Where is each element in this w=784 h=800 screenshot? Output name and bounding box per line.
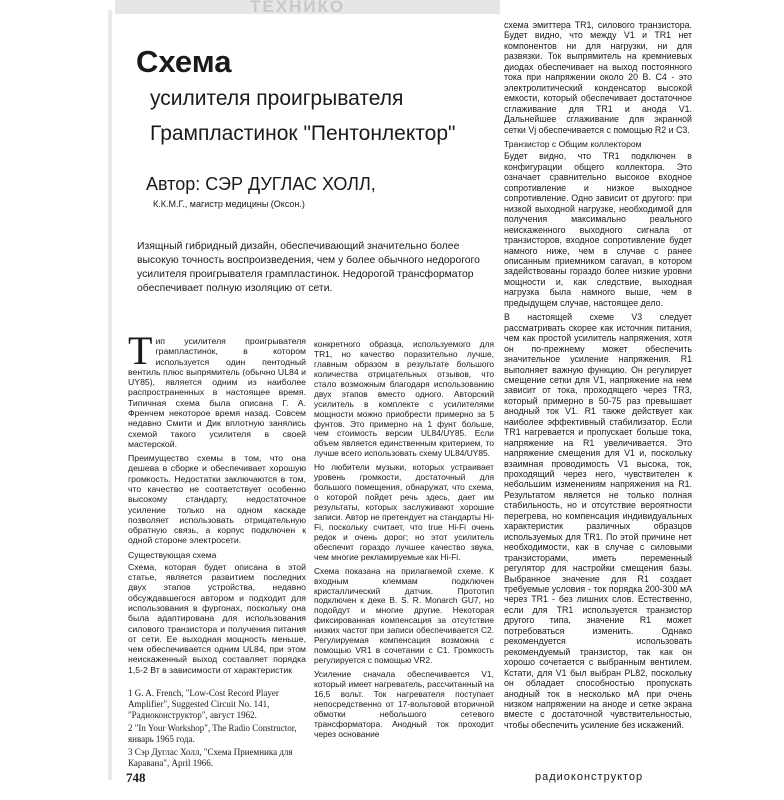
paragraph: конкретного образца, используемого для TR1, но качество поразительно лучше, главным образом в результате большого количества отрицательных отзывов, что стало возможным благодаря использованию двух этапов вместо одного. Авторский усилитель в комплекте с усилителями мощности можно приобрести примерно за 5 фунтов. Это примерно на 1 фунт больше, чем стоимость версии UL84/UY85. Если объем является единственным критерием, то лучше всего использовать схему UL84/UY85. (314, 339, 494, 459)
article-subtitle-line2: Грампластинок "Пентонлектор" (150, 122, 456, 145)
author-line: Автор: СЭР ДУГЛАС ХОЛЛ, (146, 174, 376, 194)
paragraph-text: ип усилителя проигрывателя грампластинок, в котором используется один пентодный вентиль плюс выпрямитель (обычно UL84 и UY85), является одним из наиболее распространенных в настоящее время. Типичная схема была описана Г. А. Френчем некоторое время назад. Совсем недавно Смити и Дик вплотную занялись схемой такого усилителя в своей мастерской. (128, 336, 306, 449)
paragraph: Преимущество схемы в том, что она дешева в сборке и обеспечивает хорошую громкость. Недостатки заключаются в том, что качество не соответствует особенно высокому стандарту, недостаточное усиление только на одном каскаде позволяет использовать отрицательную обратную связь, а корпус подключен к одной стороне электросети. (128, 453, 306, 546)
article-subtitle-line1: усилителя проигрывателя (150, 87, 404, 110)
paragraph: Схема показана на прилагаемой схеме. К входным клеммам подключен кристаллический датчик. Прототип подключен к деке B. S. R. Monarch GU7, но подойдут и многие другие. Некоторая фиксированная компенсация за отсутствие низких частот при записи обеспечивается C2. Регулируемая компенсация возможна с помощью VR1 в сочетании с C1. Громкость регулируется с помощью VR2. (314, 565, 494, 666)
paragraph: Будет видно, что TR1 подключен в конфигурации общего коллектора. Это означает сравнительно высокое входное сопротивление и низкое выходное сопротивление. Одно зависит от другого: при низкой выходной нагрузке, необходимой для получения максимально реального неискаженного выходного сигнала от транзисторов, входное сопротивление будет намного ниже, чем в случае с ранее описанным приемником caravan, в котором задействованы гораздо более низкие уровни мощности и, как следствие, выходная нагрузка была намного выше, чем в предыдущем случае, настоящее дело. (504, 151, 692, 308)
paragraph: схема эмиттера TR1, силового транзистора. Будет видно, что между V1 и TR1 нет компонентов ни для нагрузки, ни для развязки. Ток выпрямитель на кремниевых диодах обеспечивает на выход постоянного тока при напряжении около 20 В. C4 - это электролитический конденсатор высокой емкости, который обеспечивает достаточное сглаживание для TR1 и анода V1. Дальнейшее сглаживание для экранной сетки Vj обеспечивается с помощью R2 и C3. (504, 20, 692, 135)
paragraph: Усиление сначала обеспечивается V1, который имеет нагреватель, рассчитанный на 16,5 вольт. Ток нагревателя поступает непосредственно от 17-вольтовой вторичной обмотки небольшого сетевого трансформатора. Анодный ток проходит через основание (314, 669, 494, 739)
paragraph: Схема, которая будет описана в этой статье, является развитием последних двух этапов устройства, недавно обсуждавшегося автором и подходит для использования в фургонах, поскольку она была адаптирована для использования силового транзистора и получения питания от сети. Ее выходная мощность меньше, чем обеспечивается одним UL84, при этом неискаженный выход составляет порядка 1,5-2 Вт в зависимости от характеристик (128, 561, 306, 675)
reference-item: 3 Сэр Дуглас Холл, "Схема Приемника для Каравана", April 1966. (128, 747, 293, 768)
intro-paragraph: Изящный гибридный дизайн, обеспечивающий значительно более высокую точность воспроизведения, чем у более обычного недорогого усилителя проигрывателя грампластинок. Недорогой трансформатор обеспечивает полную изоляцию от сети. (137, 241, 480, 294)
reference-item: 2 "In Your Workshop", The Radio Constructor, январь 1965 года. (128, 723, 297, 744)
paragraph: Но любители музыки, которых устраивает уровень громкости, достаточный для большого помещения, обнаружат, что схема, о которой пойдет речь здесь, дает им результаты, которых заслуживают хорошие записи. Автор не претендует на стандарты Hi-Fi, поскольку считает, что true Hi-Fi очень редок и очень дорог; но этот усилитель обеспечит гораздо лучшее качество звука, чем многие рекламируемые как Hi-Fi. (314, 462, 494, 562)
references (128, 688, 310, 771)
magazine-footer: радиоконструктор (535, 771, 644, 783)
author-credentials: К.К.М.Г., магистр медицины (Оксон.) (153, 199, 305, 209)
scan-margin-line (108, 10, 112, 780)
faded-header-text: ТЕХНИКО (250, 0, 346, 16)
column-right (504, 20, 692, 734)
paragraph: В настоящей схеме V3 следует рассматривать скорее как источник питания, чем как простой усилитель напряжения, хотя он по-прежнему может обеспечить значительное усиление напряжения. R1 выполняет важную функцию. Он регулирует смещение сетки для V1, напряжение на нем зависит от тока, проходящего через TR3, который примерно в 50-75 раз превышает анодный ток V1. R1 также действует как наиболее эффективный стабилизатор. Если TR1 нагревается и пропускает больше тока, напряжение на R1 увеличивается. Это напряжение смещения для V1 и, поскольку взаимная проводимость V1 высока, ток, проходящий через него, чувствителен к небольшим изменениям напряжения на R1. Результатом является не только полная стабильность, но и отсутствие вероятности перегрева, но компенсация индивидуальных характеристик различных образцов используемых для TR1. По этой причине нет необходимости, как в случае с силовыми транзисторами, иметь переменный регулятор для настройки смещения базы. Выбранное значение для R1 создает требуемые условия - ток порядка 200-300 мА через TR1 - без лишних слов. Естественно, если для TR1 используется транзистор другого типа, значение R1 может потребоваться изменить. Однако рекомендуется использовать рекомендуемый транзистор, так как он хорошо сочетается с выбранным вентилем. Кстати, для V1 был выбран PL82, поскольку он обладает способностью пропускать анодный ток в несколько мА при очень низком напряжении на аноде и сетке экрана вместе с достаточной чувствительностью, чтобы обеспечить усиление без искажений. (504, 312, 692, 730)
section-subhead: Существующая схема (128, 549, 217, 560)
article-title: Схема (136, 44, 232, 79)
column-middle (314, 340, 494, 744)
column-left (128, 328, 306, 679)
reference-item: 1 G. A. French, "Low-Cost Record Player Amplifier", Suggested Circuit No. 141, "Радиоконструктор", август 1962. (128, 688, 279, 720)
drop-cap: Т (128, 328, 153, 373)
section-subhead: Транзистор с Общим коллектором (504, 138, 642, 149)
page-number: 748 (126, 770, 146, 785)
paragraph (128, 328, 306, 449)
